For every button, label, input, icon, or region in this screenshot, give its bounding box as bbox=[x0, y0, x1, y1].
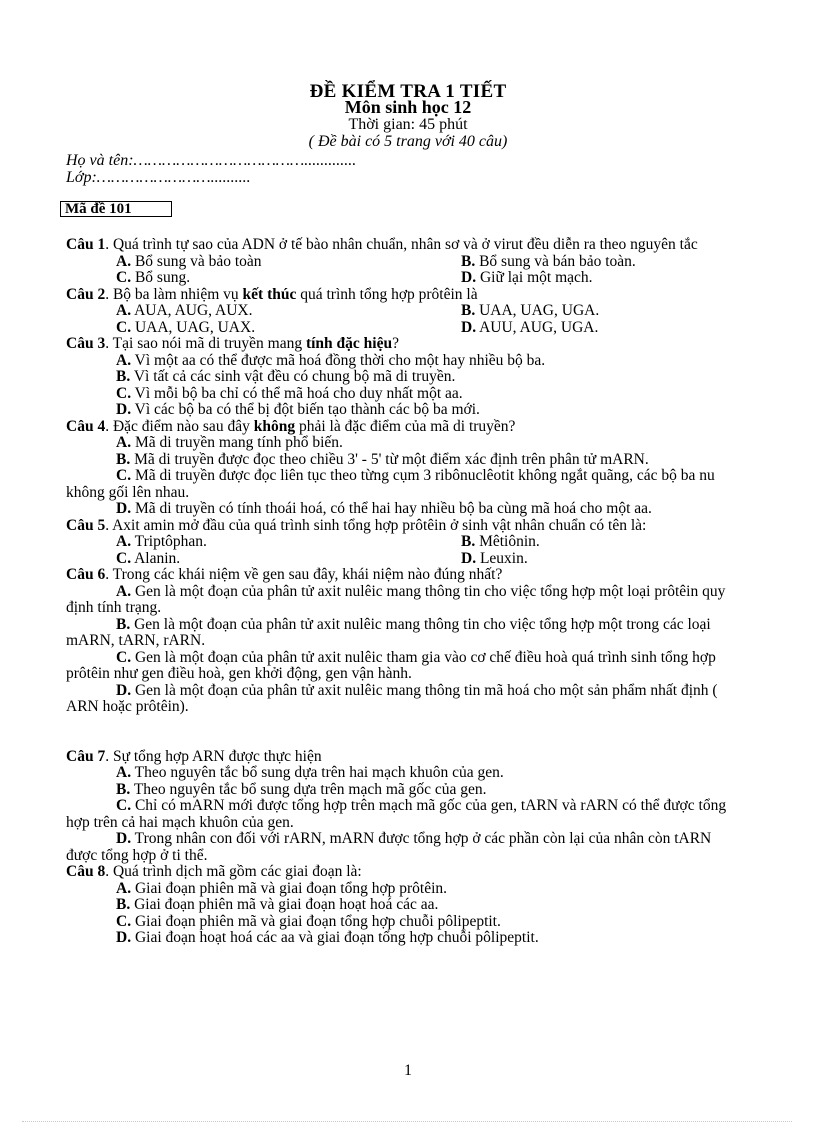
question-stem bbox=[66, 419, 746, 436]
question-label: Câu 6 bbox=[66, 566, 106, 583]
option-letter: B. bbox=[116, 450, 131, 468]
question-2 bbox=[66, 287, 746, 337]
page-number: 1 bbox=[404, 1062, 412, 1079]
question-label: Câu 3 bbox=[66, 335, 106, 352]
option-c bbox=[66, 386, 746, 403]
option-b bbox=[66, 897, 746, 914]
question-label: Câu 2 bbox=[66, 285, 106, 303]
option-text: Mã di truyền có tính thoái hoá, có thể hai hay nhiều bộ ba cùng mã hoá cho một aa. bbox=[131, 500, 652, 517]
option-text: Mêtiônin. bbox=[475, 533, 540, 550]
options-grid bbox=[66, 303, 746, 336]
question-emphasis: tính đặc hiệu bbox=[305, 335, 393, 352]
question-text-end: ? bbox=[392, 335, 399, 352]
option-d bbox=[66, 683, 746, 716]
option-a bbox=[66, 353, 746, 370]
option-letter: A. bbox=[116, 302, 132, 319]
options-grid bbox=[66, 534, 746, 567]
question-5 bbox=[66, 518, 746, 568]
question-stem bbox=[66, 287, 746, 304]
question-text: . Trong các khái niệm về gen sau đây, khái niệm nào đúng nhất? bbox=[105, 566, 503, 583]
option-letter: A. bbox=[116, 582, 132, 600]
question-8 bbox=[66, 864, 746, 947]
question-stem bbox=[66, 237, 746, 254]
option-text: UAA, UAG, UGA. bbox=[475, 302, 600, 319]
question-label: Câu 7 bbox=[66, 747, 106, 765]
exam-note: ( Đề bài có 5 trang với 40 câu) bbox=[308, 133, 508, 150]
question-text: . Đặc điểm nào sau đây bbox=[105, 417, 254, 435]
question-1 bbox=[66, 237, 746, 287]
option-text: Giai đoạn phiên mã và giai đoạn tổng hợp prôtêin. bbox=[131, 879, 448, 897]
option-text: Vì tất cả các sinh vật đều có chung bộ mã di truyền. bbox=[130, 368, 456, 385]
option-text: AUU, AUG, UGA. bbox=[476, 318, 599, 336]
options-grid bbox=[66, 254, 746, 287]
option-d bbox=[461, 551, 761, 568]
option-letter: D. bbox=[461, 549, 477, 567]
option-a bbox=[66, 765, 746, 782]
option-letter: C. bbox=[116, 648, 132, 666]
option-text: AUA, AUG, AUX. bbox=[131, 302, 253, 319]
option-letter: D. bbox=[116, 500, 132, 517]
question-label: Câu 8 bbox=[66, 863, 106, 880]
option-letter: B. bbox=[461, 252, 476, 270]
option-text: Bổ sung và bảo toàn bbox=[131, 252, 262, 270]
question-stem bbox=[66, 864, 746, 881]
option-letter: D. bbox=[461, 318, 477, 336]
question-text: . Quá trình dịch mã gồm các giai đoạn là: bbox=[105, 863, 362, 880]
option-c bbox=[116, 270, 461, 287]
option-text: Bổ sung. bbox=[131, 269, 191, 286]
option-letter: A. bbox=[116, 434, 132, 451]
section-gap bbox=[66, 716, 746, 749]
option-text: Mã di truyền mang tính phổ biến. bbox=[131, 434, 343, 451]
exam-time: Thời gian: 45 phút bbox=[348, 116, 468, 133]
exam-subject: Môn sinh học 12 bbox=[344, 97, 472, 117]
option-b bbox=[461, 303, 761, 320]
option-letter: B. bbox=[461, 302, 476, 319]
option-letter: C. bbox=[116, 797, 132, 814]
option-text: Vì một aa có thể được mã hoá đồng thời cho một hay nhiều bộ ba. bbox=[131, 351, 546, 369]
option-text: Triptôphan. bbox=[131, 533, 207, 550]
option-b bbox=[66, 369, 746, 386]
option-letter: D. bbox=[116, 681, 132, 699]
option-text: Giai đoạn phiên mã và giai đoạn tổng hợp chuỗi pôlipeptit. bbox=[131, 912, 501, 930]
option-text: Giữ lại một mạch. bbox=[476, 269, 593, 286]
option-letter: D. bbox=[116, 830, 132, 847]
option-text: Vì các bộ ba có thể bị đột biến tạo thành các bộ ba mới. bbox=[131, 401, 480, 418]
option-letter: A. bbox=[116, 351, 132, 369]
option-d bbox=[66, 930, 746, 947]
option-text: Gen là một đoạn của phân tử axit nulêic mang thông tin cho việc tổng hợp một trong các loại mARN, tARN, rARN. bbox=[66, 615, 711, 649]
footer-divider bbox=[22, 1121, 792, 1122]
question-stem bbox=[66, 567, 746, 584]
question-emphasis: kết thúc bbox=[242, 285, 297, 303]
option-c bbox=[66, 914, 746, 931]
option-text: Gen là một đoạn của phân tử axit nulêic mang thông tin cho việc tổng hợp một loại prôtêin quy định tính trạng. bbox=[66, 582, 726, 616]
question-4 bbox=[66, 419, 746, 518]
question-text: . Tại sao nói mã di truyền mang bbox=[105, 335, 306, 352]
option-b bbox=[66, 617, 746, 650]
option-b bbox=[461, 534, 761, 551]
option-letter: A. bbox=[116, 764, 132, 781]
option-text: Chỉ có mARN mới được tổng hợp trên mạch mã gốc của gen, tARN và rARN có thể được tổng hợp trên cả hai mạch khuôn của gen. bbox=[66, 797, 727, 831]
option-letter: B. bbox=[116, 780, 131, 798]
option-letter: D. bbox=[116, 401, 132, 418]
exam-code-box: Mã đề 101 bbox=[60, 201, 172, 217]
option-letter: C. bbox=[116, 912, 132, 930]
option-text: Bổ sung và bán bảo toàn. bbox=[475, 252, 636, 270]
question-text: . Quá trình tự sao của ADN ở tế bào nhân chuẩn, nhân sơ và ở virut đều diễn ra theo nguyên tắc bbox=[105, 236, 698, 253]
option-a bbox=[116, 254, 461, 271]
option-a bbox=[116, 534, 461, 551]
option-letter: A. bbox=[116, 879, 132, 897]
option-letter: B. bbox=[116, 368, 131, 385]
option-b bbox=[66, 452, 746, 469]
option-letter: C. bbox=[116, 549, 132, 567]
option-c bbox=[116, 551, 461, 568]
option-letter: C. bbox=[116, 269, 132, 286]
option-d bbox=[66, 831, 746, 864]
option-letter: A. bbox=[116, 533, 132, 550]
option-letter: C. bbox=[116, 318, 132, 336]
question-text: . Sự tổng hợp ARN được thực hiện bbox=[105, 747, 322, 765]
option-b bbox=[461, 254, 761, 271]
option-a bbox=[66, 435, 746, 452]
option-text: UAA, UAG, UAX. bbox=[131, 318, 256, 336]
option-text: Theo nguyên tắc bổ sung dựa trên hai mạch khuôn của gen. bbox=[131, 764, 504, 781]
option-d bbox=[66, 501, 746, 518]
option-b bbox=[66, 782, 746, 799]
question-emphasis: không bbox=[253, 417, 296, 435]
question-text-end: quá trình tổng hợp prôtêin là bbox=[296, 285, 478, 303]
option-d bbox=[461, 270, 761, 287]
question-label: Câu 5 bbox=[66, 516, 106, 534]
option-text: Alanin. bbox=[131, 549, 181, 567]
option-text: Giai đoạn phiên mã và giai đoạn hoạt hoá các aa. bbox=[130, 896, 439, 913]
option-letter: A. bbox=[116, 252, 132, 270]
option-c bbox=[66, 798, 746, 831]
option-text: Giai đoạn hoạt hoá các aa và giai đoạn tổng hợp chuỗi pôlipeptit. bbox=[131, 929, 539, 946]
option-text: Trong nhân con đối với rARN, mARN được tổng hợp ở các phần còn lại của nhân còn tARN được tổng hợp ở ti thể. bbox=[66, 830, 712, 864]
option-text: Mã di truyền được đọc liên tục theo từng cụm 3 ribônuclêotit không ngắt quãng, các bộ ba nu không gối lên nhau. bbox=[66, 467, 715, 501]
option-text: Gen là một đoạn của phân tử axit nulêic mang thông tin mã hoá cho một sản phẩm nhất định ( ARN hoặc prôtêin). bbox=[66, 681, 718, 715]
option-letter: B. bbox=[116, 896, 131, 913]
question-7 bbox=[66, 749, 746, 865]
option-c bbox=[116, 320, 461, 337]
name-field: Họ và tên:………………………………............. bbox=[66, 152, 357, 169]
question-6 bbox=[66, 567, 746, 716]
class-field: Lớp:…………………….......... bbox=[66, 169, 251, 186]
option-text: Leuxin. bbox=[476, 549, 528, 567]
option-a bbox=[116, 303, 461, 320]
option-text: Mã di truyền được đọc theo chiều 3' - 5' từ một điểm xác định trên phân tử mARN. bbox=[130, 450, 649, 468]
option-letter: C. bbox=[116, 384, 132, 402]
option-c bbox=[66, 468, 746, 501]
option-text: Gen là một đoạn của phân tử axit nulêic tham gia vào cơ chế điều hoà quá trình sinh tổng hợp prôtêin như gen điều hoà, gen khởi động, gen vận hành. bbox=[66, 648, 716, 682]
option-a bbox=[66, 881, 746, 898]
question-stem bbox=[66, 749, 746, 766]
option-text: Vì mỗi bộ ba chỉ có thể mã hoá cho duy nhất một aa. bbox=[131, 384, 463, 402]
option-letter: B. bbox=[116, 615, 131, 633]
question-text: . Bộ ba làm nhiệm vụ bbox=[105, 285, 243, 303]
option-d bbox=[461, 320, 761, 337]
option-text: Theo nguyên tắc bổ sung dựa trên mạch mã gốc của gen. bbox=[130, 780, 487, 798]
question-label: Câu 4 bbox=[66, 417, 106, 435]
option-d bbox=[66, 402, 746, 419]
exam-title: ĐỀ KIỂM TRA 1 TIẾT bbox=[309, 81, 507, 102]
question-stem bbox=[66, 518, 746, 535]
question-list bbox=[66, 237, 746, 947]
option-letter: C. bbox=[116, 467, 132, 484]
option-c bbox=[66, 650, 746, 683]
question-text-end: phải là đặc điểm của mã di truyền? bbox=[295, 417, 516, 435]
option-letter: D. bbox=[116, 929, 132, 946]
option-letter: D. bbox=[461, 269, 477, 286]
question-3 bbox=[66, 336, 746, 419]
option-a bbox=[66, 584, 746, 617]
option-letter: B. bbox=[461, 533, 476, 550]
question-text: . Axit amin mở đầu của quá trình sinh tổng hợp prôtêin ở sinh vật nhân chuẩn có tên là: bbox=[105, 516, 647, 534]
question-label: Câu 1 bbox=[66, 236, 106, 253]
question-stem bbox=[66, 336, 746, 353]
